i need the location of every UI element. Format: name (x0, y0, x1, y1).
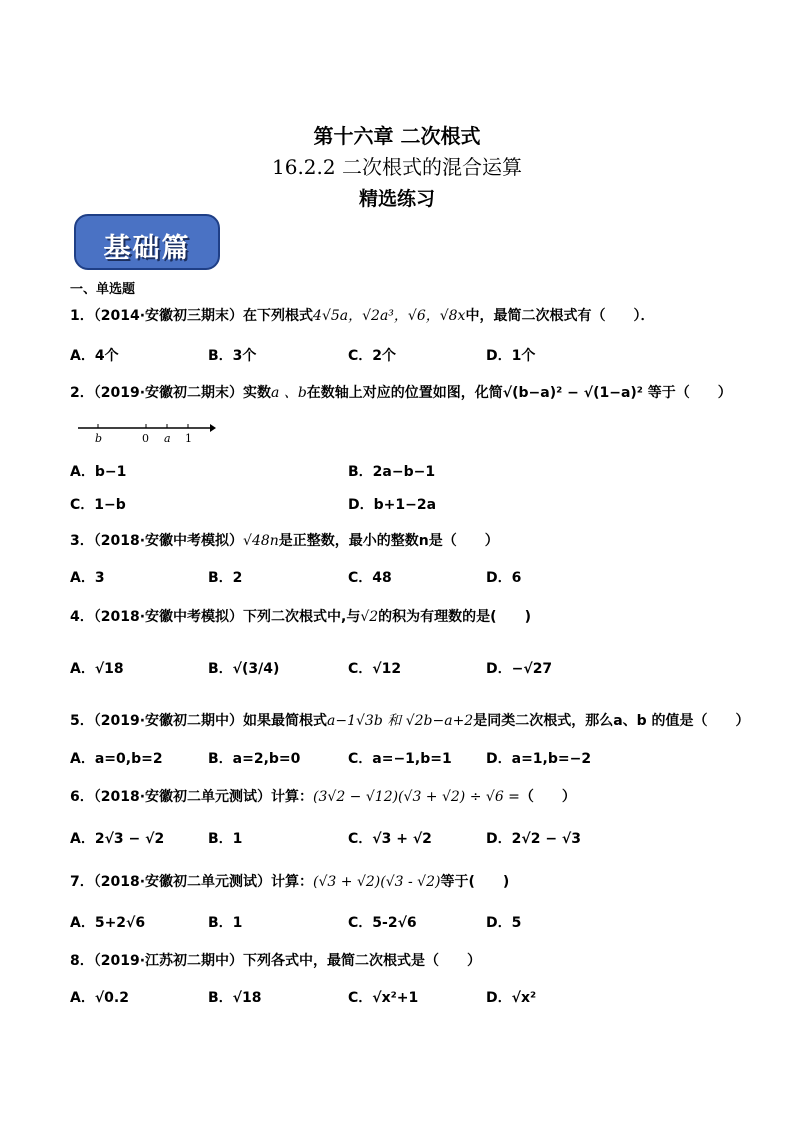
number-line-label-0: 0 (142, 432, 149, 444)
question-3-option-b[interactable]: B．2 (208, 570, 243, 586)
question-8-option-b[interactable]: B．√18 (208, 990, 262, 1006)
question-4-option-a[interactable]: A．√18 (70, 661, 124, 677)
question-4-suffix: 的积为有理数的是( ) (378, 609, 531, 625)
number-line-label-1: 1 (185, 432, 192, 444)
question-8-option-c[interactable]: C．√x²+1 (348, 990, 419, 1006)
question-5-option-a[interactable]: A．a=0,b=2 (70, 751, 163, 767)
question-1-stem: 1．（2014·安徽初三期末）在下列根式 (70, 308, 314, 324)
question-6-option-a[interactable]: A．2√3 − √2 (70, 831, 165, 847)
question-7-option-a[interactable]: A．5+2√6 (70, 915, 146, 931)
question-4-math: √2 (360, 609, 379, 625)
question-1-option-b[interactable]: B．3个 (208, 348, 257, 364)
question-2-option-c[interactable]: C．1−b (70, 497, 126, 513)
level-badge-label: 基础篇 (103, 233, 191, 264)
question-type-heading: 一、单选题 (70, 282, 136, 297)
question-3-stem: 3．（2018·安徽中考模拟） (70, 533, 244, 549)
question-8 (70, 950, 481, 970)
question-4-stem: 4．（2018·安徽中考模拟）下列二次根式中,与 (70, 609, 361, 625)
question-3 (70, 530, 499, 550)
question-8-stem: 8．（2019·江苏初二期中）下列各式中，最简二次根式是（ ） (70, 953, 482, 969)
page-subtitle: 精选练习 (358, 188, 435, 210)
question-2-stem: 2．（2019·安徽初二期末）实数 (70, 385, 272, 401)
question-2-option-d[interactable]: D．b+1−2a (348, 497, 437, 513)
question-5-math: a−1√3b 和 √2b−a+2 (327, 713, 474, 729)
question-1-option-c[interactable]: C．2个 (348, 348, 397, 364)
question-4-option-b[interactable]: B．√(3/4) (208, 661, 280, 677)
question-7-suffix: 等于( ) (440, 874, 510, 890)
question-2-suffix: 在数轴上对应的位置如图，化简√(b−a)² − √(1−a)² 等于（ ） (306, 385, 732, 401)
question-1-option-a[interactable]: A．4个 (70, 348, 119, 364)
question-6-suffix: （ ） (519, 789, 576, 805)
section-title: 16.2.2 二次根式的混合运算 (272, 155, 522, 179)
question-7 (70, 871, 509, 891)
question-4 (70, 606, 531, 626)
question-8-option-a[interactable]: A．√0.2 (70, 990, 129, 1006)
question-2 (70, 382, 732, 402)
question-7-option-c[interactable]: C．5-2√6 (348, 915, 417, 931)
question-7-math: (√3 + √2)(√3 - √2) (313, 874, 441, 890)
question-2-option-a[interactable]: A．b−1 (70, 464, 127, 480)
number-line-figure (76, 418, 216, 444)
question-3-option-d[interactable]: D．6 (486, 570, 522, 586)
question-4-option-c[interactable]: C．√12 (348, 661, 402, 677)
question-3-math: √48n (243, 533, 279, 549)
question-4-option-d[interactable]: D．−√27 (486, 661, 553, 677)
question-6 (70, 786, 576, 806)
question-3-suffix: 是正整数，最小的整数n是（ ） (278, 533, 499, 549)
question-5-suffix: 是同类二次根式，那么a、b 的值是（ ） (473, 713, 750, 729)
number-line-label-b: b (95, 432, 103, 444)
question-3-option-a[interactable]: A．3 (70, 570, 105, 586)
question-1-math: 4√5a，√2a³，√6，√8x (313, 308, 466, 324)
chapter-title: 第十六章 二次根式 (313, 124, 481, 148)
question-6-option-b[interactable]: B．1 (208, 831, 243, 847)
question-3-option-c[interactable]: C．48 (348, 570, 392, 586)
question-6-option-d[interactable]: D．2√2 − √3 (486, 831, 581, 847)
question-1 (70, 305, 654, 325)
level-badge (74, 214, 220, 270)
question-5-stem: 5．（2019·安徽初二期中）如果最简根式 (70, 713, 328, 729)
question-7-stem: 7．（2018·安徽初二单元测试）计算： (70, 874, 314, 890)
question-5 (70, 710, 750, 730)
question-5-option-b[interactable]: B．a=2,b=0 (208, 751, 301, 767)
question-1-suffix: 中，最简二次根式有（ ）． (465, 308, 655, 324)
number-line-label-a: a (164, 432, 171, 444)
question-7-option-d[interactable]: D．5 (486, 915, 522, 931)
question-6-option-c[interactable]: C．√3 + √2 (348, 831, 432, 847)
question-5-option-c[interactable]: C．a=−1,b=1 (348, 751, 452, 767)
question-7-option-b[interactable]: B．1 (208, 915, 243, 931)
question-6-stem: 6．（2018·安徽初二单元测试）计算： (70, 789, 314, 805)
question-5-option-d[interactable]: D．a=1,b=−2 (486, 751, 592, 767)
question-8-option-d[interactable]: D．√x² (486, 990, 537, 1006)
question-6-math: (3√2 − √12)(√3 + √2) ÷ √6 = (313, 789, 520, 805)
question-2-option-b[interactable]: B．2a−b−1 (348, 464, 436, 480)
question-2-math: a 、b (271, 385, 307, 401)
question-1-option-d[interactable]: D．1个 (486, 348, 536, 364)
